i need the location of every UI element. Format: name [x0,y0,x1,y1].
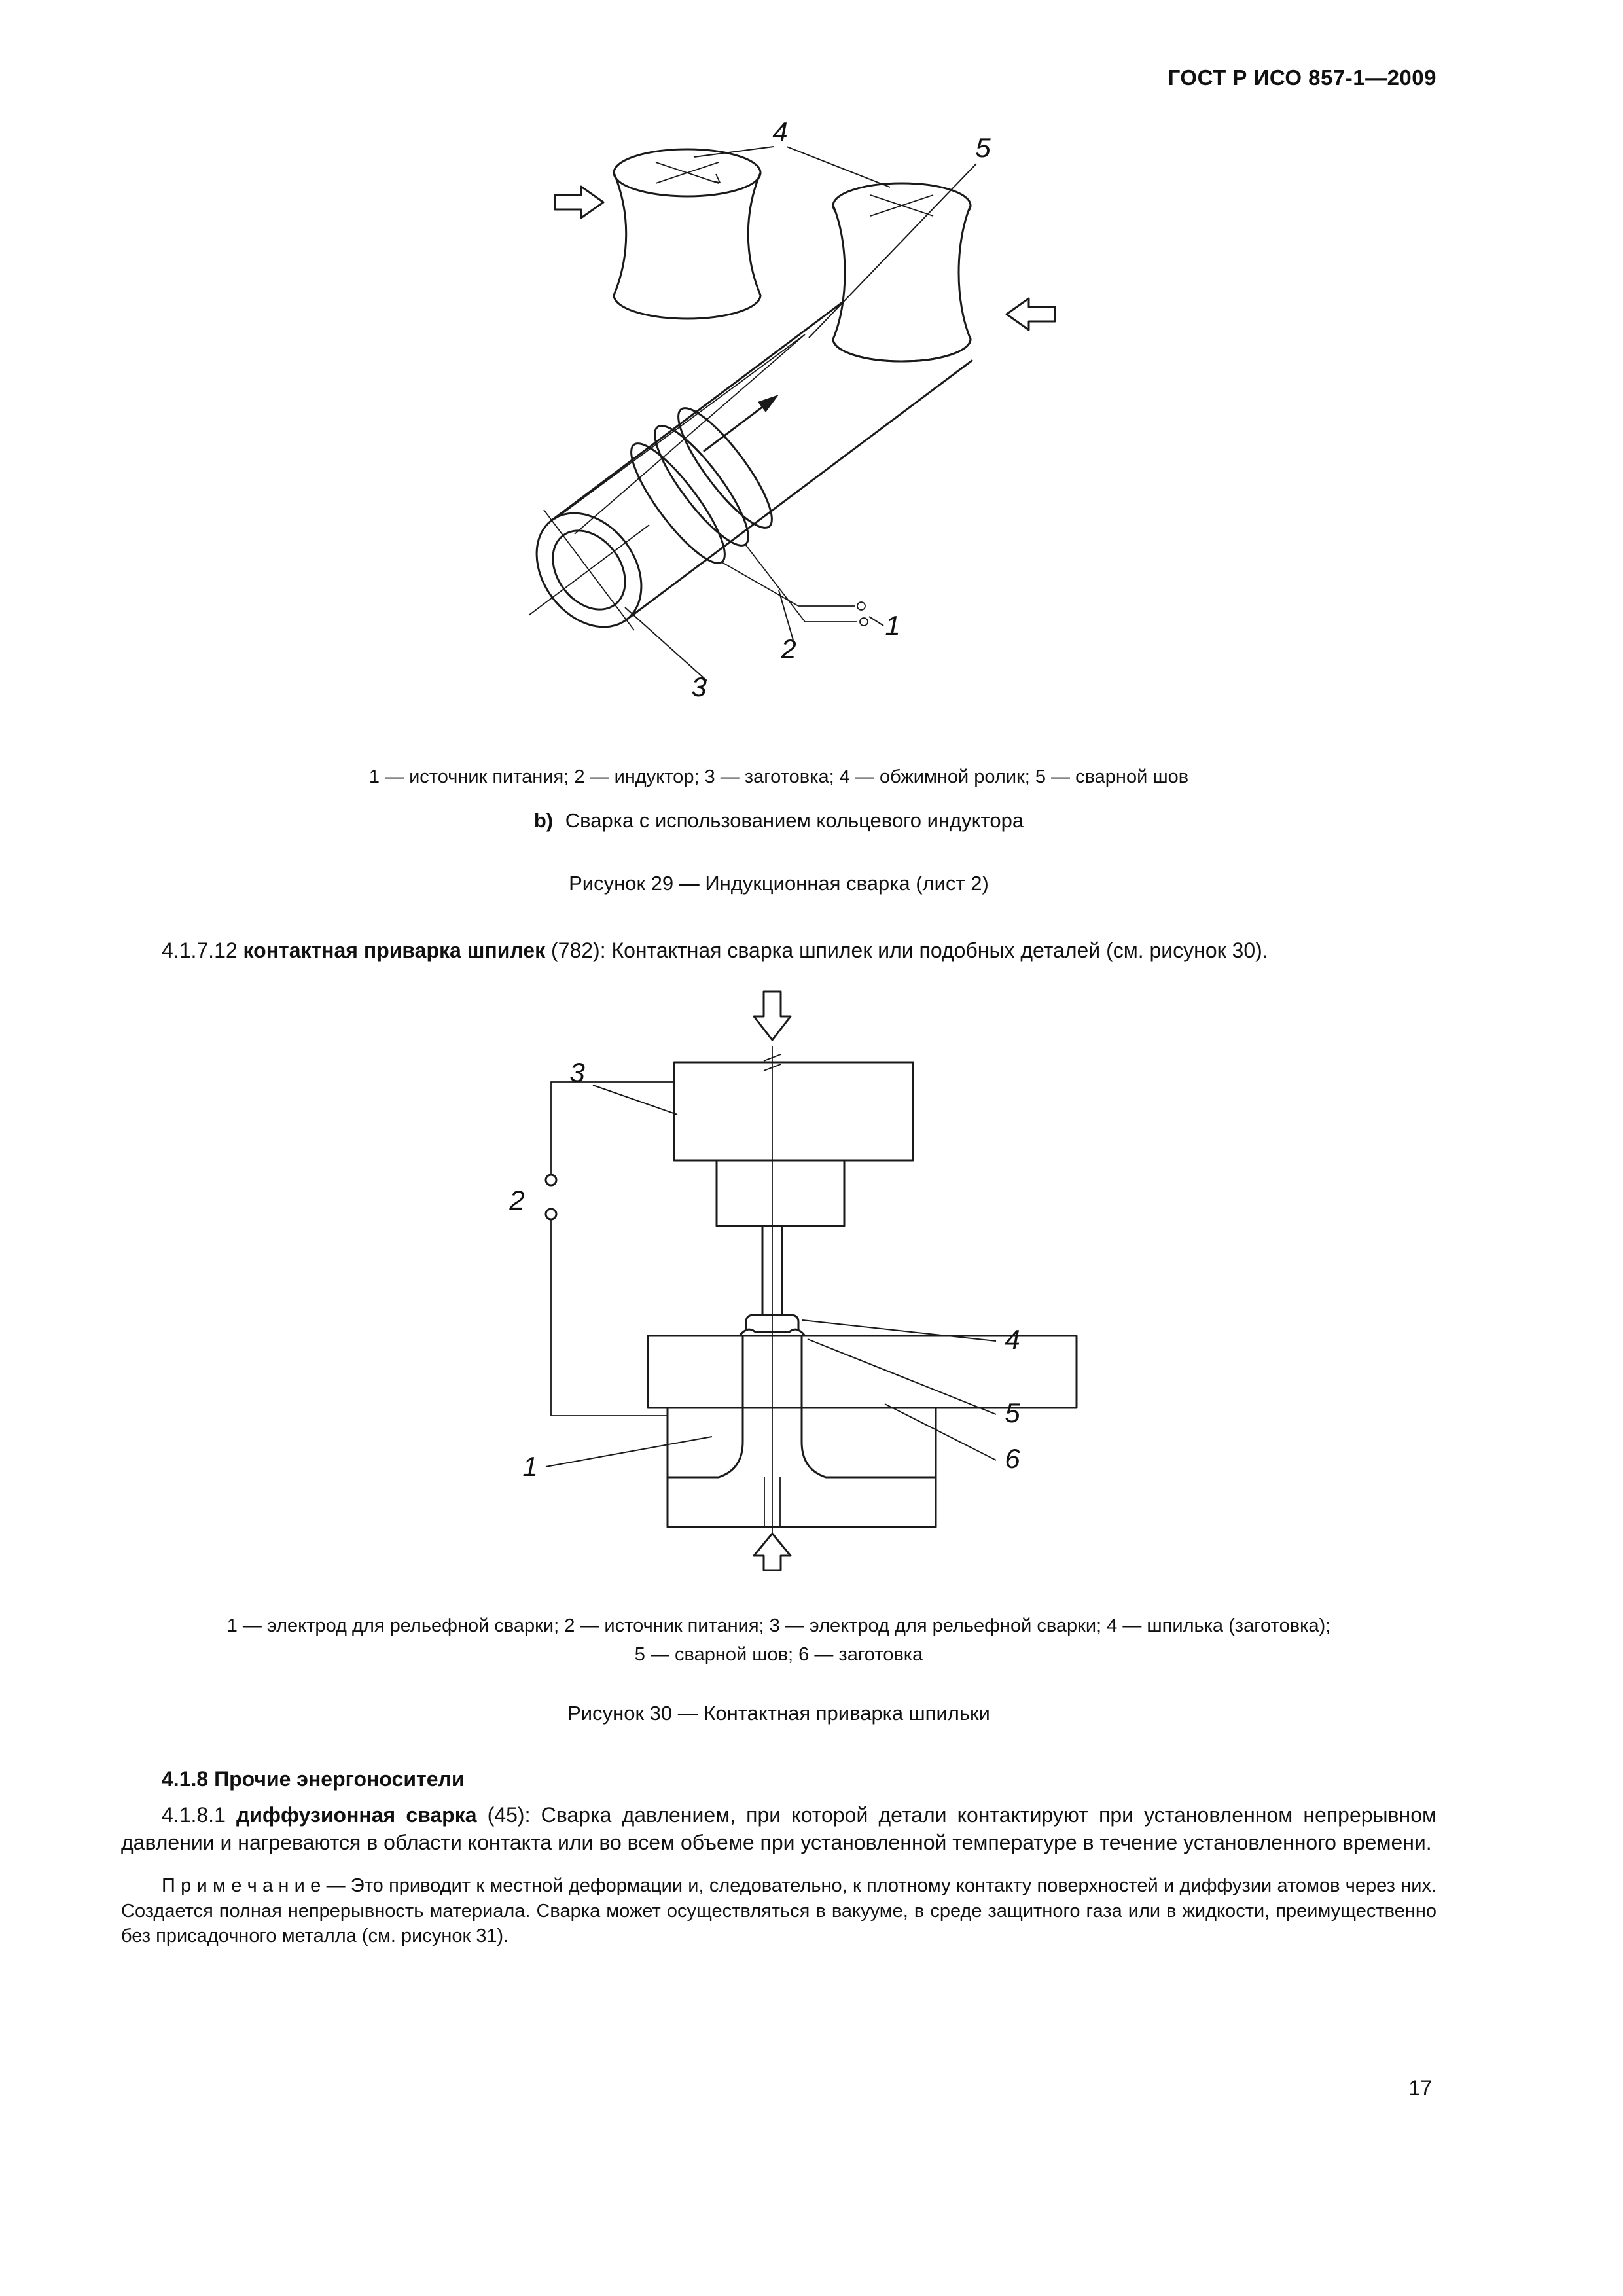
note-text: Это приводит к местной деформации и, следовательно, к плотному контакту поверхностей и диффузии атомов через них. Создается полная непрерывность материала. Сварка может осуществляться в вакууме, в среде защитного газа или в жидкости, преимущественно без присадочного металла (см. рисунок 31). [121,1875,1437,1946]
callout-2-power-source: 2 [509,1185,525,1216]
figure-30-legend [121,1612,1436,1669]
electrode-holder [717,1160,844,1226]
page-number: 17 [1408,2076,1432,2100]
force-arrow-left-icon [555,187,603,218]
figure-29-induction-welding-diagram [491,109,1067,711]
figure-30-stud-welding-diagram [452,984,1106,1573]
clause-4-1-7-12-definition: (782): Контактная сварка шпилек или подобных деталей (см. рисунок 30). [550,938,1268,962]
clause-4-1-8-number: 4.1.8 [162,1767,209,1791]
callout-4-stud: 4 [1005,1324,1020,1355]
figure-30-caption: Рисунок 30 — Контактная приварка шпильки [567,1702,990,1725]
document-code-header: ГОСТ Р ИСО 857-1—2009 [1168,65,1436,90]
callout-2-inductor: 2 [781,634,796,664]
clause-4-1-8-title: Прочие энергоносители [214,1767,465,1791]
clause-4-1-8-1-term: диффузионная сварка [236,1803,477,1827]
top-electrode [674,1062,913,1160]
figure-29-caption: Рисунок 29 — Индукционная сварка (лист 2) [569,871,989,895]
callout-5-weld-seam: 5 [1005,1397,1020,1429]
figure-29-sublabel-prefix: b) [533,808,554,832]
bottom-electrode [668,1408,936,1527]
figure-29-sublabel [121,809,1436,833]
figure-30-legend-line-2: 5 — сварной шов; 6 — заготовка [634,1643,923,1665]
clause-4-1-8-1-number: 4.1.8.1 [162,1803,226,1827]
callout-3-top-electrode: 3 [569,1057,585,1088]
callout-3-workpiece: 3 [691,672,707,702]
callout-1-bottom-electrode: 1 [522,1451,538,1482]
figure-29-sublabel-text: Сварка с использованием кольцевого индуктора [565,808,1024,832]
clause-4-1-8-1-definition: (45): Сварка давлением, при которой детали контактируют при установленном непрерывном давлении и нагреваются в области контакта или во всем объеме при установленной температуре в течение установленного времени. [121,1803,1437,1854]
clause-4-1-7-12 [121,937,1436,965]
power-source [546,1082,674,1416]
clause-4-1-8-heading [121,1767,1436,1791]
force-arrow-up-icon [754,1534,791,1570]
force-arrow-right-icon [1007,298,1055,330]
clause-4-1-7-12-term: контактная приварка шпилек [243,938,546,962]
force-arrow-down-icon [754,992,791,1040]
callout-6-workpiece: 6 [1005,1443,1020,1475]
clause-4-1-7-12-number: 4.1.7.12 [162,938,238,962]
callout-5-weld-seam: 5 [975,132,991,163]
callout-4-pressure-roller: 4 [772,117,788,147]
pressure-roller-left [614,149,760,319]
clause-4-1-8-1 [121,1802,1436,1856]
note-label: П р и м е ч а н и е — [162,1875,346,1897]
note-paragraph [121,1873,1436,1948]
figure-29-legend: 1 — источник питания; 2 — индуктор; 3 — заготовка; 4 — обжимной ролик; 5 — сварной шов [368,766,1189,787]
figure-30-legend-line-1: 1 — электрод для рельефной сварки; 2 — источник питания; 3 — электрод для рельефной сварки; 4 — шпилька (заготовка); [226,1615,1331,1637]
callout-1-power-source: 1 [885,610,901,641]
pressure-roller-right [833,183,971,361]
power-source-terminals [722,545,868,626]
